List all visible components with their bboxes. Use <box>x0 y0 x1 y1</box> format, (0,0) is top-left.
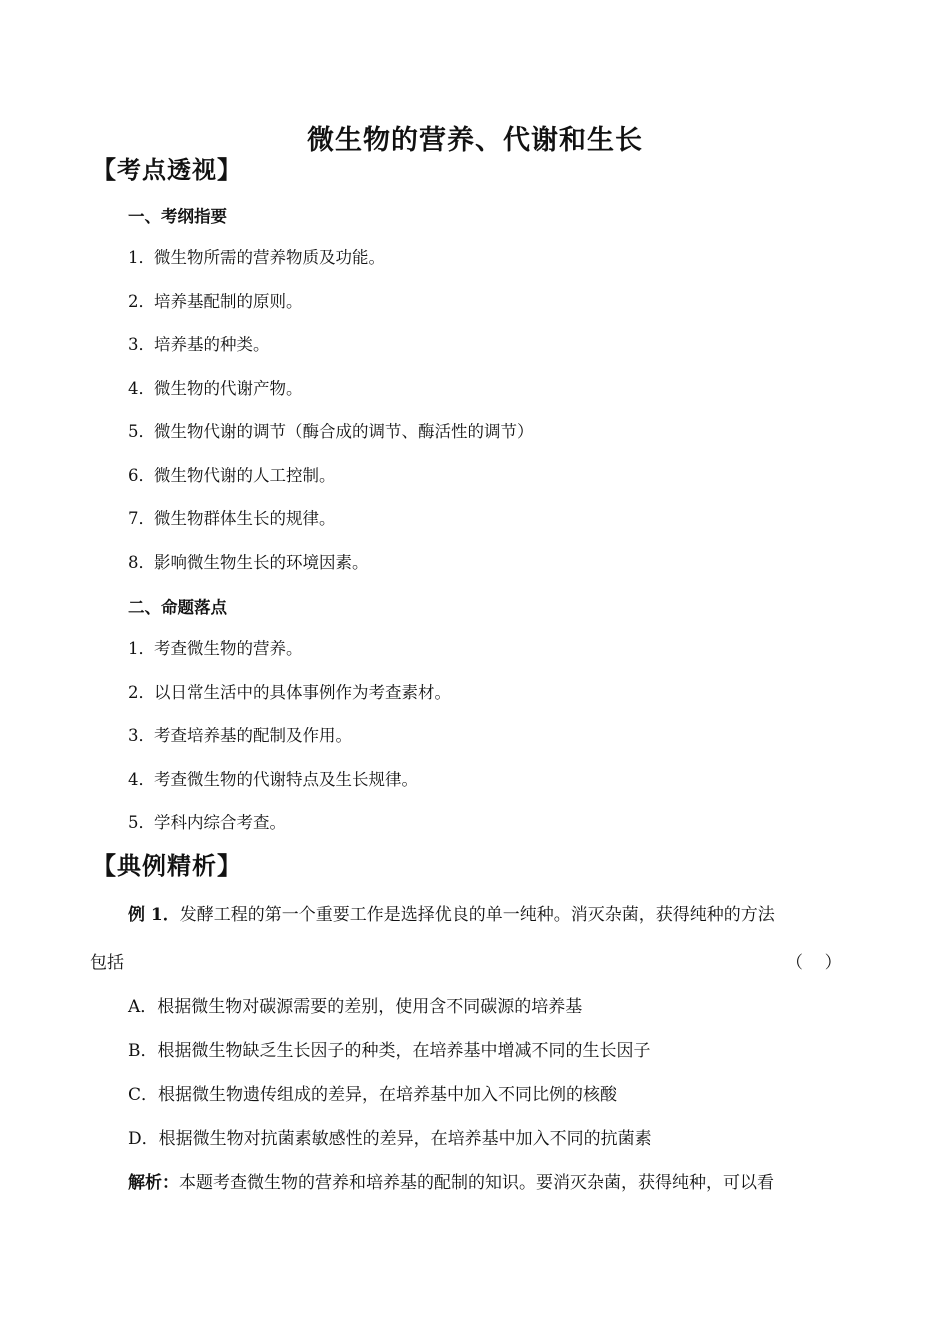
item-text: 微生物代谢的人工控制。 <box>154 466 336 485</box>
syllabus-item-8 <box>128 549 369 573</box>
item-text: 微生物所需的营养物质及功能。 <box>154 248 385 267</box>
item-text: 考查微生物的营养。 <box>154 639 303 658</box>
item-text: 培养基配制的原则。 <box>154 292 303 311</box>
syllabus-item-4 <box>128 375 303 399</box>
focus-item-4 <box>128 766 418 790</box>
subheading-syllabus: 一、考纲指要 <box>128 207 227 226</box>
syllabus-item-5 <box>128 418 534 442</box>
item-number: 5． <box>128 422 155 441</box>
document-title: 微生物的营养、代谢和生长 <box>307 125 643 156</box>
item-text: 培养基的种类。 <box>154 335 270 354</box>
analysis-text: 本题考查微生物的营养和培养基的配制的知识。要消灭杂菌，获得纯种，可以看 <box>179 1173 774 1193</box>
section-heading-examples: 【典例精析】 <box>92 851 242 880</box>
item-number: 8． <box>128 553 155 572</box>
focus-item-2 <box>128 679 451 703</box>
item-number: 4． <box>128 379 155 398</box>
item-text: 微生物的代谢产物。 <box>154 379 303 398</box>
syllabus-item-2 <box>128 288 303 312</box>
item-text: 以日常生活中的具体事例作为考查素材。 <box>154 683 451 702</box>
item-text: 影响微生物生长的环境因素。 <box>154 553 369 572</box>
syllabus-item-6 <box>128 462 336 486</box>
item-number: 6． <box>128 466 155 485</box>
item-number: 3． <box>128 726 155 745</box>
subheading-exam-focus: 二、命题落点 <box>128 598 227 617</box>
option-a: A．根据微生物对碳源需要的差别，使用含不同碳源的培养基 <box>128 997 583 1017</box>
item-text: 考查培养基的配制及作用。 <box>154 726 352 745</box>
item-number: 7． <box>128 509 155 528</box>
item-text: 考查微生物的代谢特点及生长规律。 <box>154 770 418 789</box>
item-text: 微生物群体生长的规律。 <box>154 509 336 528</box>
answer-parentheses: （ ） <box>786 953 842 973</box>
syllabus-item-3 <box>128 331 270 355</box>
option-d: D．根据微生物对抗菌素敏感性的差异，在培养基中加入不同的抗菌素 <box>128 1129 652 1149</box>
item-text: 微生物代谢的调节（酶合成的调节、酶活性的调节） <box>154 422 534 441</box>
analysis-label: 解析： <box>128 1173 179 1193</box>
example-question-text: 发酵工程的第一个重要工作是选择优良的单一纯种。消灭杂菌，获得纯种的方法 <box>179 905 775 925</box>
focus-item-3 <box>128 722 352 746</box>
section-heading-exam-points: 【考点透视】 <box>92 155 242 184</box>
syllabus-item-1 <box>128 244 385 268</box>
option-b: B．根据微生物缺乏生长因子的种类，在培养基中增减不同的生长因子 <box>128 1041 651 1061</box>
item-number: 2． <box>128 683 155 702</box>
syllabus-item-7 <box>128 505 336 529</box>
focus-item-5 <box>128 809 286 833</box>
item-number: 1． <box>128 248 155 267</box>
analysis-line <box>128 1168 774 1193</box>
item-number: 1． <box>128 639 155 658</box>
option-c: C．根据微生物遗传组成的差异，在培养基中加入不同比例的核酸 <box>128 1085 618 1105</box>
item-number: 3． <box>128 335 155 354</box>
item-number: 2． <box>128 292 155 311</box>
example-1-line-1 <box>128 900 775 925</box>
item-number: 4． <box>128 770 155 789</box>
example-1-line-2: 包括 <box>90 953 124 973</box>
focus-item-1 <box>128 635 303 659</box>
item-number: 5． <box>128 813 155 832</box>
item-text: 学科内综合考查。 <box>154 813 286 832</box>
example-label: 例 1． <box>128 905 180 925</box>
